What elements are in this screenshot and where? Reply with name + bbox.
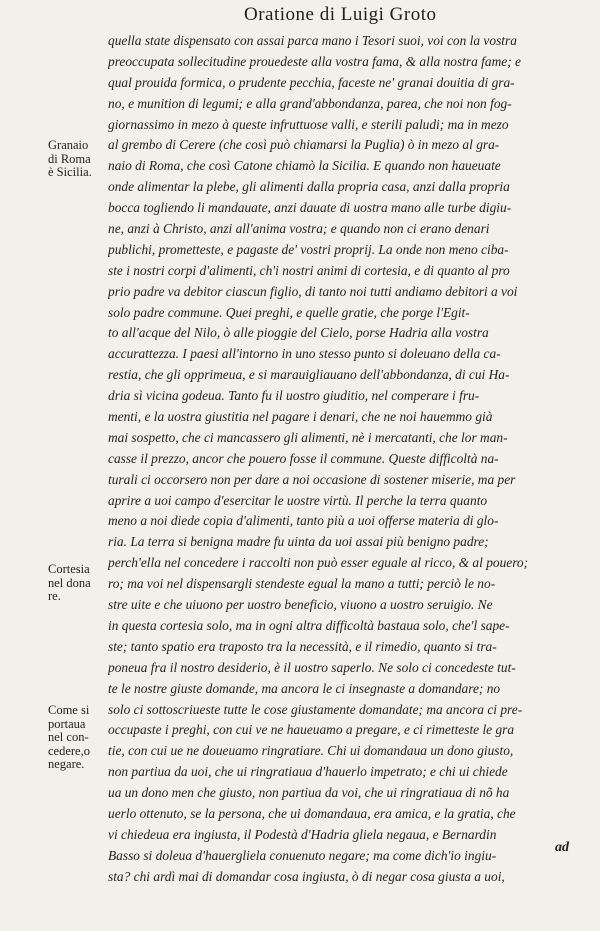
margin-note-line: Come si (48, 703, 90, 717)
body-text (108, 31, 598, 888)
text-line: ria. La terra si benigna madre fu uinta da uoi assai più benigno padre; (108, 534, 489, 550)
text-line: publichi, promettestе, e pagaste de' vostri proprij. La onde non meno ciba- (108, 241, 509, 257)
margin-note-granaio (48, 139, 92, 180)
text-line: non partiua da uoi, che ui ringratiaua d'hauerlo impetrato; e chi ui chiede (108, 764, 508, 780)
text-line: meno a noi diede copia d'alimenti, tanto più a uoi offerse materia di glo- (108, 513, 499, 529)
text-line: accurattezza. I paesi all'intorno in uno stesso punto si doleuano della ca- (108, 346, 501, 362)
margin-note-line: re. (48, 589, 61, 603)
margin-note-line: di Roma (48, 151, 91, 166)
text-line: uerlo ottenuto, se la persona, che ui domandaua, era amica, e la gratia, che (108, 805, 516, 821)
running-header: Oratione di Luigi Groto (244, 4, 437, 25)
margin-note-line: portaua (48, 716, 86, 731)
text-line: no, e munition di legumi; e alla grand'abbondanza, parea, che noi non fog- (108, 95, 512, 111)
text-line: solo ci sottoscriueste tutte le cose giustamente domandate; ma ancora ci pre- (108, 701, 523, 717)
text-line: ne, anzi à Christo, anzi all'anima vostra; e quando non ci erano denari (108, 221, 490, 237)
text-line: giornassimo in mezo à queste infruttuose valli, e sterili paludi; ma in mezo (108, 116, 509, 132)
text-line: dria sì vicina godeua. Tanto fu il uostro giuditio, nel comperare i fru- (108, 388, 480, 404)
text-line: naio di Roma, che così Catone chiamò la Sicilia. E quando non haueuate (108, 158, 501, 174)
text-line: al grembo di Cerere (che così può chiamarsi la Puglia) ò in mezo al gra- (108, 137, 500, 153)
text-line: aprire a uoi campo d'esercitar le uostre virtù. Il perche la terra quanto (108, 492, 488, 508)
text-line: turali ci occorsero non per dare a noi occasione di sostener miserie, ma per (108, 471, 516, 487)
text-line: perch'ella nel concedere i raccolti non può esser eguale al ricco, & al pouero; (108, 555, 529, 571)
text-line: ua un dono men che giusto, non partiua da voi, che ui ringratiaua di nõ ha (108, 785, 510, 801)
margin-note-come-si-portaua (48, 704, 90, 772)
text-line: qual prouida formica, o prudente pecchia, faceste ne' granai douitia di gra- (108, 74, 515, 90)
text-line: quella state dispensato con assai parca mano i Tesori suoi, voi con la vostra (108, 33, 517, 48)
text-line: restia, che gli opprimeua, e si marauigliauano dell'abbondanza, di cui Ha- (108, 367, 510, 383)
text-line: bocca togliendo li mandauate, anzi dauate di uostra mano alle turbe digiu- (108, 200, 512, 216)
text-line: te le nostre giuste domande, ma ancora le ci insegnaste a domandare; no (108, 680, 501, 696)
text-line: vi chiedeua era ingiusta, il Podestà d'Hadria gliela negaua, e Bernardin (108, 826, 497, 842)
margin-note-line: è Sicilia. (48, 165, 92, 179)
margin-note-line: cedere,o (48, 743, 90, 758)
text-line: ste; tanto spatio era trapostо tra la necessità, e il rimedio, quanto si tra- (108, 638, 497, 654)
margin-note-line: nel con- (48, 730, 89, 744)
text-line: occupaste i preghi, con cui ve ne haueuamo a pregare, e ci rimetteste le gra (108, 722, 515, 738)
text-line: stre uite e che uiuono per uostro beneficio, viuono a uostro seruigio. Ne (108, 597, 493, 613)
text-line: preoccupata sollecitudine prouedeste alla vostra fama, & alla nostra fame; e (108, 53, 521, 69)
margin-note-line: negare. (48, 757, 85, 771)
text-line: tie, con cui ue ne doueuamo ringratiare. Chi ui domandaua un dono giusto, (108, 743, 514, 759)
margin-note-line: Granaio (48, 138, 89, 152)
text-line: solo padre commune. Quei preghi, e quelle gratie, che porge l'Egit- (108, 304, 470, 320)
catchword: ad (555, 840, 569, 855)
text-line: ste i nostri corpi d'alimenti, ch'i nostri animi di cortesia, e di quanto al pro (108, 262, 510, 278)
text-line: poneua fra il nostro desiderio, è il uostro saperlo. Ne solo ci concedeste tut- (108, 659, 516, 675)
text-line: prio padre va debitor ciascun figlio, di tanto noi tutti andiamo debitori a voi (108, 283, 518, 299)
text-line: Basso si doleua d'hauergliela conuenuto negare; ma come dich'io ingiu- (108, 847, 497, 863)
text-line: menti, e la uostra giustitia nel pagare i denari, che ne noi hauemmo già (108, 409, 493, 425)
text-line: in questa cortesia solo, ma in ogni altra difficoltà bastaua solo, che'l sape- (108, 617, 510, 633)
text-line: to all'acque del Nilo, ò alle pioggie del Cielo, porse Hadria alla vostra (108, 325, 489, 341)
text-line: casse il prezzo, ancor che pouero fosse il commune. Queste difficoltà na- (108, 450, 499, 466)
text-line: mai sospetto, che ci mancassero gli alimenti, nè i mercatanti, che lor man- (108, 429, 508, 445)
margin-note-line: nel dona (48, 575, 91, 590)
margin-note-cortesia (48, 563, 91, 604)
margin-note-line: Cortesia (48, 562, 90, 576)
text-line: ro; ma voi nel dispensargli stendeste egual la mano a tutti; perciò le no- (108, 576, 496, 592)
text-line: onde alimentar la plebe, gli alimenti dalla propria casa, anzi dalla propria (108, 179, 510, 195)
text-line: sta? chi ardì mai di domandar cosa ingiusta, ò di negar cosa giusta a uoi, (108, 868, 505, 884)
